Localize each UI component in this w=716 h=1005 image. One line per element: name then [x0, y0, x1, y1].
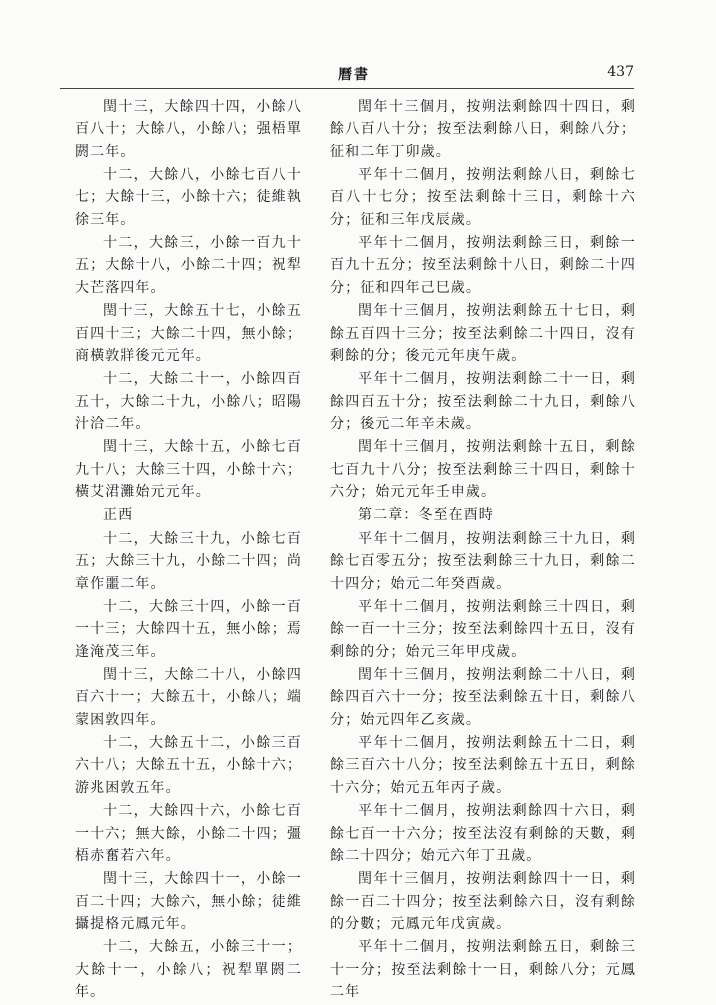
header-rule — [60, 88, 634, 89]
right-paragraph: 平年十二個月，按朔法剩餘二十一日，剩餘四百五十分；按至法剩餘二十九日，剩餘八分；後元二年辛未歲。 — [330, 371, 636, 432]
page-number: 437 — [607, 64, 634, 80]
right-paragraph: 閏年十三個月，按朔法剩餘十五日，剩餘七百九十八分；按至法剩餘三十四日，剩餘十六分；始元元年壬申歲。 — [330, 439, 636, 500]
page-header — [60, 64, 634, 84]
left-paragraph: 十二，大餘四十六，小餘七百一十六；無大餘，小餘二十四；彊梧赤奮若六年。 — [75, 803, 302, 864]
right-paragraph: 閏年十三個月，按朔法剩餘四十一日，剩餘一百二十四分；按至法剩餘六日，沒有剩餘的分數；元鳳元年戊寅歲。 — [330, 871, 636, 932]
running-title: 曆書 — [338, 67, 370, 83]
right-paragraph: 平年十二個月，按朔法剩餘五日，剩餘三十一分；按至法剩餘十一日，剩餘八分；元鳳二年 — [330, 939, 636, 1001]
left-paragraph: 閏十三，大餘五十七，小餘五百四十三；大餘二十四，無小餘；商橫敦牂後元元年。 — [75, 303, 302, 364]
left-paragraph: 閏十三，大餘四十四，小餘八百八十；大餘八，小餘八；强梧單閼二年。 — [75, 99, 302, 160]
right-paragraph: 平年十二個月，按朔法剩餘三十九日，剩餘七百零五分；按至法剩餘三十九日，剩餘二十四分；始元二年癸酉歲。 — [330, 530, 636, 592]
left-column — [75, 96, 302, 1005]
left-paragraph: 十二，大餘八，小餘七百八十七；大餘十三，小餘十六；徒維執徐三年。 — [75, 167, 302, 228]
right-paragraph: 閏年十三個月，按朔法剩餘二十八日，剩餘四百六十一分；按至法剩餘五十日，剩餘八分；始元四年乙亥歲。 — [330, 667, 636, 728]
left-paragraph: 十二，大餘三十四，小餘一百一十三；大餘四十五，無小餘；焉逢淹茂三年。 — [75, 599, 302, 660]
right-paragraph: 平年十二個月，按朔法剩餘八日，剩餘七百八十七分；按至法剩餘十三日，剩餘十六分；征和三年戊辰歲。 — [330, 167, 636, 228]
right-paragraph: 平年十二個月，按朔法剩餘三十四日，剩餘一百一十三分；按至法剩餘四十五日，沒有剩餘的分；始元三年甲戌歲。 — [330, 599, 636, 660]
right-paragraph: 閏年十三個月，按朔法剩餘四十四日，剩餘八百八十分；按至法剩餘八日，剩餘八分；征和二年丁卯歲。 — [330, 99, 636, 160]
left-paragraph: 閏十三，大餘二十八，小餘四百六十一；大餘五十，小餘八；端蒙困敦四年。 — [75, 667, 302, 728]
left-paragraph: 十二，大餘五，小餘三十一；大餘十一，小餘八；祝犁單閼二年。 — [75, 939, 302, 1001]
left-paragraph: 閏十三，大餘四十一，小餘一百二十四；大餘六，無小餘；徒維攝提格元鳳元年。 — [75, 871, 302, 932]
right-paragraph: 平年十二個月，按朔法剩餘五十二日，剩餘三百六十八分；按至法剩餘五十五日，剩餘十六分；始元五年丙子歲。 — [330, 735, 636, 796]
left-paragraph: 十二，大餘三，小餘一百九十五；大餘十八，小餘二十四；祝犁大芒落四年。 — [75, 235, 302, 296]
right-section-heading: 第二章：冬至在酉時 — [358, 507, 494, 524]
left-paragraph: 十二，大餘三十九，小餘七百五；大餘三十九，小餘二十四；尚章作噩二年。 — [75, 530, 302, 592]
left-paragraph: 閏十三，大餘十五，小餘七百九十八；大餘三十四，小餘十六；橫艾涒灘始元元年。 — [75, 439, 302, 500]
right-paragraph: 平年十二個月，按朔法剩餘四十六日，剩餘七百一十六分；按至法沒有剩餘的天數，剩餘二十四分；始元六年丁丑歲。 — [330, 803, 636, 864]
left-section-heading: 正西 — [103, 507, 134, 524]
left-paragraph: 十二，大餘五十二，小餘三百六十八；大餘五十五，小餘十六；游兆困敦五年。 — [75, 735, 302, 796]
right-column — [330, 96, 636, 1005]
right-paragraph: 平年十二個月，按朔法剩餘三日，剩餘一百九十五分；按至法剩餘十八日，剩餘二十四分；征和四年己巳歲。 — [330, 235, 636, 296]
right-paragraph: 閏年十三個月，按朔法剩餘五十七日，剩餘五百四十三分；按至法剩餘二十四日，沒有剩餘的分；後元元年庚午歲。 — [330, 303, 636, 364]
left-paragraph: 十二，大餘二十一，小餘四百五十，大餘二十九，小餘八；昭陽汁洽二年。 — [75, 371, 302, 432]
